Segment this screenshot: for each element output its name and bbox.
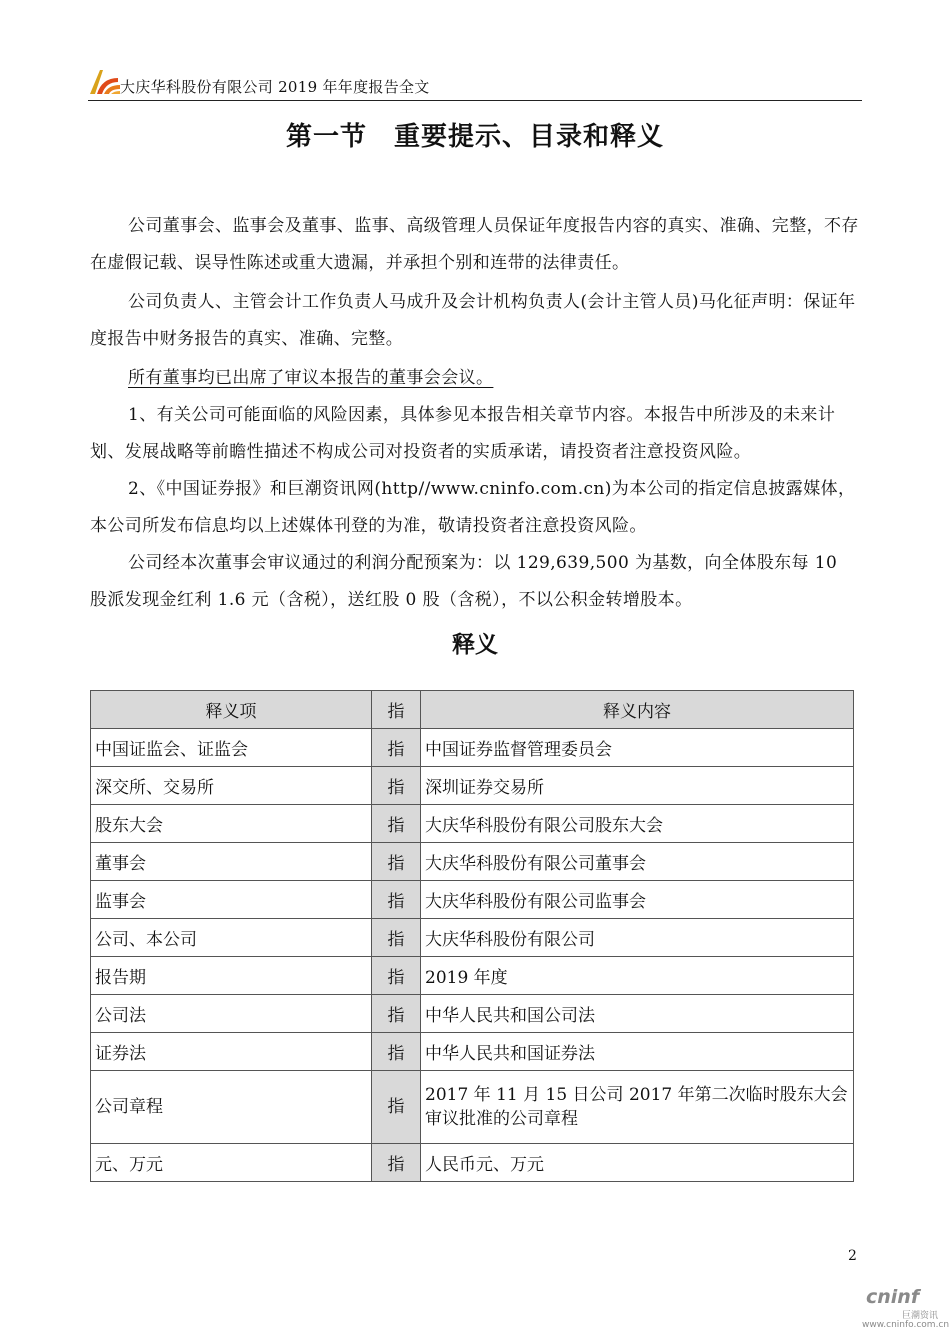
zhi-cell: 指 <box>372 1033 421 1071</box>
table-row <box>91 1071 854 1144</box>
term-cell: 监事会 <box>91 881 372 919</box>
zhi-cell: 指 <box>372 1071 421 1144</box>
table-row <box>91 805 854 843</box>
table-row <box>91 957 854 995</box>
definition-cell: 中国证券监督管理委员会 <box>421 729 854 767</box>
definition-cell: 中华人民共和国公司法 <box>421 995 854 1033</box>
definition-cell: 深圳证券交易所 <box>421 767 854 805</box>
cninfo-watermark <box>862 1286 950 1334</box>
paragraph-3: 所有董事均已出席了审议本报告的董事会会议。 <box>128 368 494 388</box>
zhi-cell: 指 <box>372 881 421 919</box>
term-cell: 董事会 <box>91 843 372 881</box>
term-cell: 中国证监会、证监会 <box>91 729 372 767</box>
glossary-title: 释义 <box>452 631 498 658</box>
term-cell: 公司、本公司 <box>91 919 372 957</box>
header-zhi: 指 <box>372 691 421 729</box>
definition-cell: 大庆华科股份有限公司监事会 <box>421 881 854 919</box>
table-row <box>91 767 854 805</box>
zhi-cell: 指 <box>372 729 421 767</box>
page-number: 2 <box>848 1248 857 1264</box>
paragraph-1: 公司董事会、监事会及董事、监事、高级管理人员保证年度报告内容的真实、准确、完整，不存在虚假记载、误导性陈述或重大遗漏，并承担个别和连带的法律责任。 <box>90 216 859 273</box>
table-row <box>91 1144 854 1182</box>
zhi-cell: 指 <box>372 805 421 843</box>
definition-cell: 2019 年度 <box>421 957 854 995</box>
term-cell: 深交所、交易所 <box>91 767 372 805</box>
term-cell: 股东大会 <box>91 805 372 843</box>
definition-cell: 人民币元、万元 <box>421 1144 854 1182</box>
table-row <box>91 995 854 1033</box>
header-title: 大庆华科股份有限公司 2019 年年度报告全文 <box>120 78 430 96</box>
definition-cell: 大庆华科股份有限公司董事会 <box>421 843 854 881</box>
definition-cell: 中华人民共和国证券法 <box>421 1033 854 1071</box>
zhi-cell: 指 <box>372 1144 421 1182</box>
term-cell: 公司法 <box>91 995 372 1033</box>
zhi-cell: 指 <box>372 957 421 995</box>
term-cell: 证券法 <box>91 1033 372 1071</box>
term-cell: 公司章程 <box>91 1071 372 1144</box>
watermark-brand: cninf <box>866 1286 920 1308</box>
paragraph-6: 公司经本次董事会审议通过的利润分配预案为：以 129,639,500 为基数，向全体股东每 10 股派发现金红利 1.6 元（含税），送红股 0 股（含税），不以公积金转增股本。 <box>90 553 838 610</box>
term-cell: 元、万元 <box>91 1144 372 1182</box>
table-row <box>91 843 854 881</box>
table-row <box>91 1033 854 1071</box>
table-row <box>91 729 854 767</box>
watermark-url: www.cninfo.com.cn <box>862 1320 950 1330</box>
definition-cell: 大庆华科股份有限公司 <box>421 919 854 957</box>
glossary-table <box>90 690 854 1182</box>
zhi-cell: 指 <box>372 767 421 805</box>
header-definition: 释义内容 <box>421 691 854 729</box>
glossary-header-row <box>91 691 854 729</box>
definition-cell: 2017 年 11 月 15 日公司 2017 年第二次临时股东大会审议批准的公司章程 <box>421 1071 854 1144</box>
table-row <box>91 919 854 957</box>
zhi-cell: 指 <box>372 843 421 881</box>
zhi-cell: 指 <box>372 995 421 1033</box>
term-cell: 报告期 <box>91 957 372 995</box>
zhi-cell: 指 <box>372 919 421 957</box>
company-logo-icon <box>88 64 122 98</box>
page-header <box>88 62 862 101</box>
section-title: 第一节 重要提示、目录和释义 <box>285 122 664 152</box>
paragraph-5: 2、《中国证券报》和巨潮资讯网(http//www.cninfo.com.cn)为本公司的指定信息披露媒体，本公司所发布信息均以上述媒体刊登的为准，敬请投资者注意投资风险。 <box>90 479 856 536</box>
paragraph-2: 公司负责人、主管会计工作负责人马成升及会计机构负责人(会计主管人员)马化征声明：保证年度报告中财务报告的真实、准确、完整。 <box>90 292 856 349</box>
paragraph-4: 1、有关公司可能面临的风险因素，具体参见本报告相关章节内容。本报告中所涉及的未来计划、发展战略等前瞻性描述不构成公司对投资者的实质承诺，请投资者注意投资风险。 <box>90 405 836 462</box>
header-term: 释义项 <box>91 691 372 729</box>
table-row <box>91 881 854 919</box>
watermark-brand-cn: 巨潮资讯 <box>902 1311 939 1321</box>
definition-cell: 大庆华科股份有限公司股东大会 <box>421 805 854 843</box>
